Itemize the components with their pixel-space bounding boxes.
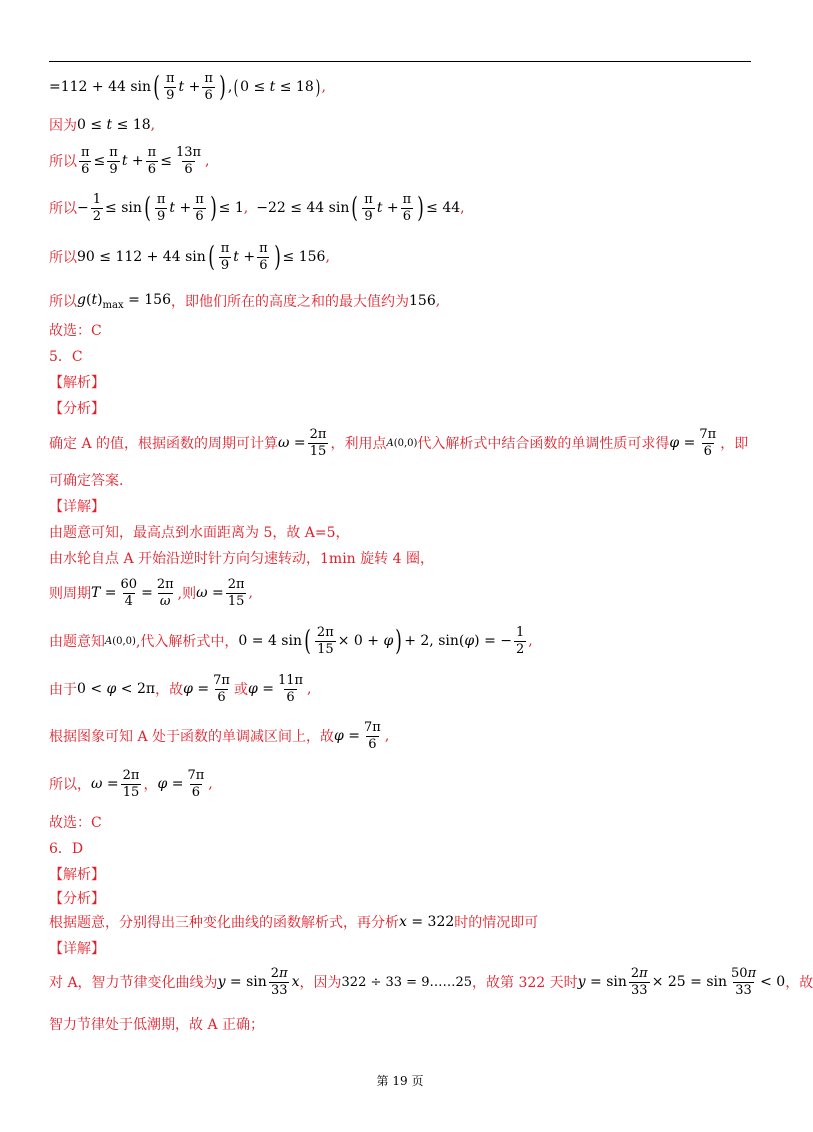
- detail-line-6: 根据图象可知 A 处于函数的单调减区间上，故 φ = $\frac{7\pi}{6}$ ,: [49, 719, 390, 752]
- page-number: 第 19 页: [376, 1074, 424, 1088]
- line-3: 所以 $\frac{\pi}{6}$ ≤ $\frac{\pi}{9}$ t + $\frac{\pi}{6}$ ≤ $\frac{13\pi}{6}$ ,: [49, 144, 210, 177]
- detail-line-1: 由题意可知，最高点到水面距离为 5，故 A=5，: [49, 525, 350, 541]
- section-xiangjie: 【详解】: [49, 499, 105, 515]
- analysis-line-2: 可确定答案.: [49, 473, 124, 489]
- section-jiexi-2: 【解析】: [49, 867, 105, 883]
- equation-line-1: =112 + 44 sin ( $\frac{\pi}{9}$ t + $\frac{\pi}{6}$ ) , ( 0 ≤ t ≤ 18 ) ,: [49, 70, 326, 103]
- math-expression: =112 + 44 sin: [49, 79, 152, 95]
- section-fenxi: 【分析】: [49, 401, 105, 417]
- detail-line-3: 则周期 T = $\frac{60}{4}$ = $\frac{2\pi}{\omega}$ ,则 ω = $\frac{2\pi}{15}$ ,: [49, 576, 253, 609]
- section-xiangjie-2: 【详解】: [49, 941, 105, 957]
- line-2: 因为 0 ≤ t ≤ 18 ,: [49, 117, 156, 134]
- line-4: 所以 − $\frac{1}{2}$ ≤ sin ( $\frac{\pi}{9}$ t + $\frac{\pi}{6}$ ) ≤ 1 , −22 ≤ 44 sin ( $\frac{\pi}{9}$ t + $\frac{\pi}{6}$ ) ≤ 44 ,: [49, 191, 465, 224]
- detail-line-4: 由题意知 A(0,0) ,代入解析式中， 0 = 4 sin ( $\frac{2\pi}{15}$ × 0 + φ ) + 2, sin(φ) = − $\frac{1}{2}$ ,: [49, 624, 533, 657]
- line-5: 所以 90 ≤ 112 + 44 sin ( $\frac{\pi}{9}$ t + $\frac{\pi}{6}$ ) ≤ 156 ,: [49, 240, 330, 273]
- section-jiexi: 【解析】: [49, 375, 105, 391]
- line-6: 所以 $g(t)_{max} = 156$ ，即他们所在的高度之和的最大值约为 156 ,: [49, 291, 441, 311]
- analysis-line-3: 根据题意，分别得出三种变化曲线的函数解析式，再分析 x = 322 时的情况即可: [49, 914, 539, 931]
- header-rule: [49, 61, 751, 62]
- section-fenxi-2: 【分析】: [49, 891, 105, 907]
- detail-line-7: 所以， ω = $\frac{2\pi}{15}$ ， φ = $\frac{7\pi}{6}$ ,: [49, 767, 213, 800]
- answer-line-2: 故选：C: [49, 815, 102, 831]
- detail-line-5: 由于 0 < φ < 2π ，故 φ = $\frac{7\pi}{6}$ 或 φ = $\frac{11\pi}{6}$ ,: [49, 672, 312, 705]
- detail-line-2: 由水轮自点 A 开始沿逆时针方向匀速转动，1min 旋转 4 圈，: [49, 551, 434, 567]
- answer-line: 故选：C: [49, 323, 102, 339]
- detail-line-9: 智力节律处于低潮期，故 A 正确；: [49, 1017, 265, 1033]
- question-number-5: 5．C: [49, 349, 83, 365]
- question-number-6: 6．D: [49, 841, 84, 857]
- detail-line-8: 对 A，智力节律变化曲线为 y = sin $\frac{2\pi}{33}$ x ，因为 322 ÷ 33 = 9……25 ，故第 322 天时 y = sin $\frac{2\pi}{33}$ × 25 = sin $\frac{50\pi}{33}$ < 0 ，故: [49, 965, 813, 998]
- analysis-line-1: 确定 A 的值，根据函数的周期可计算 ω = $\frac{2\pi}{15}$ ，利用点 A(0,0) 代入解析式中结合函数的单调性质可求得 φ = $\frac{7\pi}{6}$ ，即: [49, 426, 749, 459]
